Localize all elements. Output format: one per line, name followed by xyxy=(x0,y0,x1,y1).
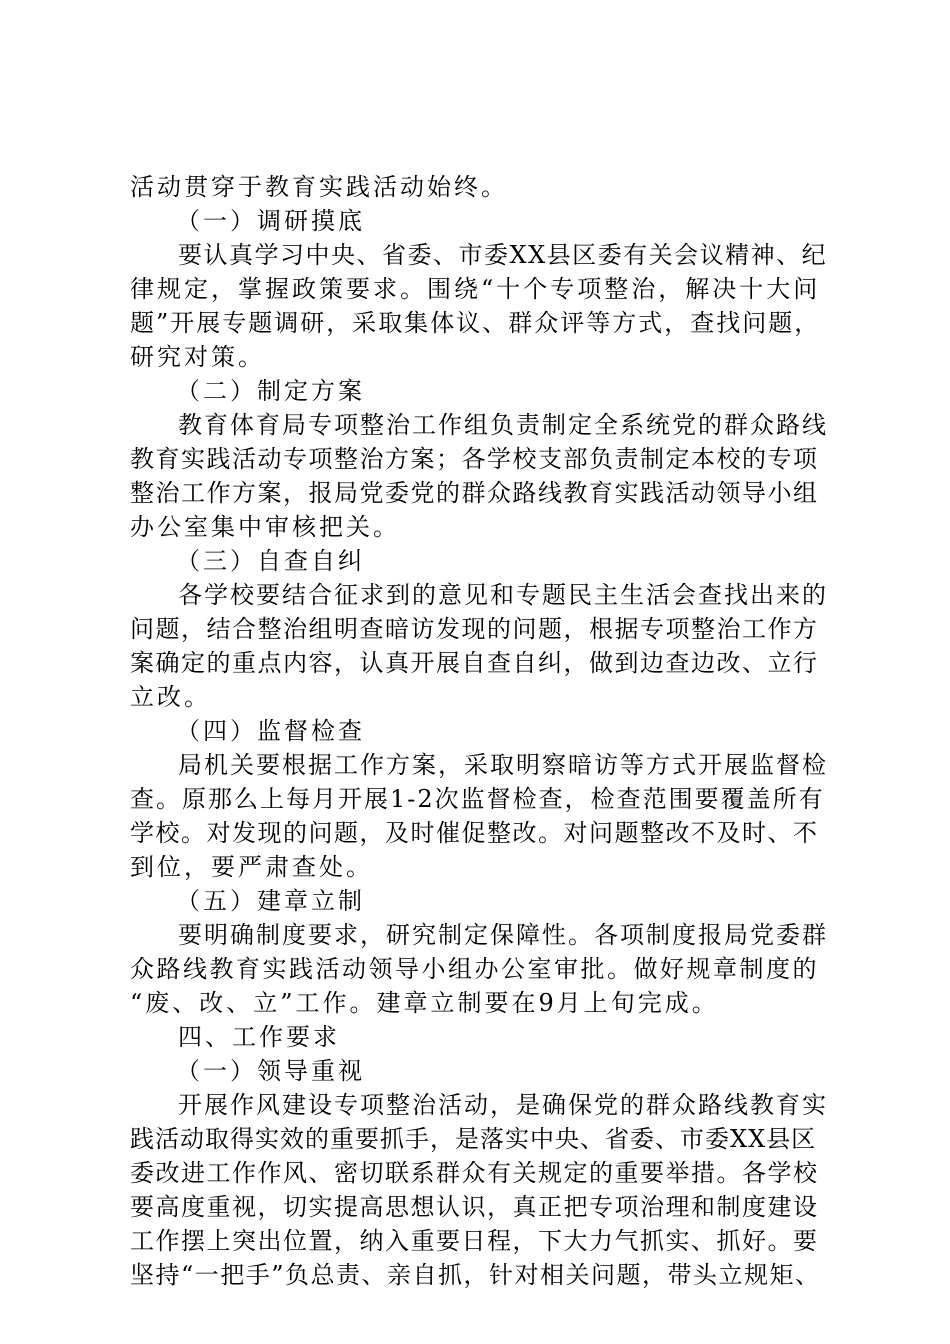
section-heading: （一）领导重视 xyxy=(176,1057,365,1085)
text-line: 践活动取得实效的重要抓手，是落实中央、省委、市委XX县区 xyxy=(130,1125,817,1153)
section-heading: （三）自查自纠 xyxy=(176,547,365,575)
text-line: “废、改、立”工作。建章立制要在9月上旬完成。 xyxy=(130,989,719,1017)
text-line: 活动贯穿于教育实践活动始终。 xyxy=(130,173,508,201)
text-line: 局机关要根据工作方案，采取明察暗访等方式开展监督检 xyxy=(178,751,828,779)
section-heading: （五）建章立制 xyxy=(176,887,365,915)
text-line: 要高度重视，切实提高思想认识，真正把专项治理和制度建设 xyxy=(130,1193,819,1221)
text-line: 委改进工作作风、密切联系群众有关规定的重要举措。各学校 xyxy=(130,1159,819,1187)
text-line: 教育体育局专项整治工作组负责制定全系统党的群众路线 xyxy=(178,411,828,439)
text-line: 开展作风建设专项整治活动，是确保党的群众路线教育实 xyxy=(178,1091,828,1119)
text-line: 教育实践活动专项整治方案；各学校支部负责制定本校的专项 xyxy=(130,445,819,473)
section-heading: （二）制定方案 xyxy=(176,377,365,405)
text-line: 查。原那么上每月开展1-2次监督检查，检查范围要覆盖所有 xyxy=(130,785,825,813)
text-line: 各学校要结合征求到的意见和专题民主生活会查找出来的 xyxy=(178,581,828,609)
section-heading: （一）调研摸底 xyxy=(176,207,365,235)
text-line: 要认真学习中央、省委、市委XX县区委有关会议精神、纪 xyxy=(178,241,828,269)
text-line: 问题，结合整治组明查暗访发现的问题，根据专项整治工作方 xyxy=(130,615,819,643)
text-line: 学校。对发现的问题，及时催促整改。对问题整改不及时、不 xyxy=(130,819,819,847)
text-line: 整治工作方案，报局党委党的群众路线教育实践活动领导小组 xyxy=(130,479,819,507)
text-line: 案确定的重点内容，认真开展自查自纠，做到边查边改、立行 xyxy=(130,649,819,677)
text-line: 题”开展专题调研，采取集体议、群众评等方式，查找问题， xyxy=(130,309,821,337)
section-heading: （四）监督检查 xyxy=(176,717,365,745)
text-line: 众路线教育实践活动领导小组办公室审批。做好规章制度的 xyxy=(130,955,819,983)
text-line: 坚持“一把手”负总责、亲自抓，针对相关问题，带头立规矩、 xyxy=(130,1261,821,1289)
text-line: 律规定，掌握政策要求。围绕“十个专项整治，解决十大问 xyxy=(130,275,821,303)
text-line: 研究对策。 xyxy=(130,343,265,371)
text-line: 要明确制度要求，研究制定保障性。各项制度报局党委群 xyxy=(178,921,828,949)
text-line: 立改。 xyxy=(130,683,211,711)
section-heading: 四、工作要求 xyxy=(178,1023,340,1051)
text-line: 办公室集中审核把关。 xyxy=(130,513,400,541)
text-line: 到位，要严肃查处。 xyxy=(130,853,373,881)
text-line: 工作摆上突出位置，纳入重要日程，下大力气抓实、抓好。要 xyxy=(130,1227,819,1255)
